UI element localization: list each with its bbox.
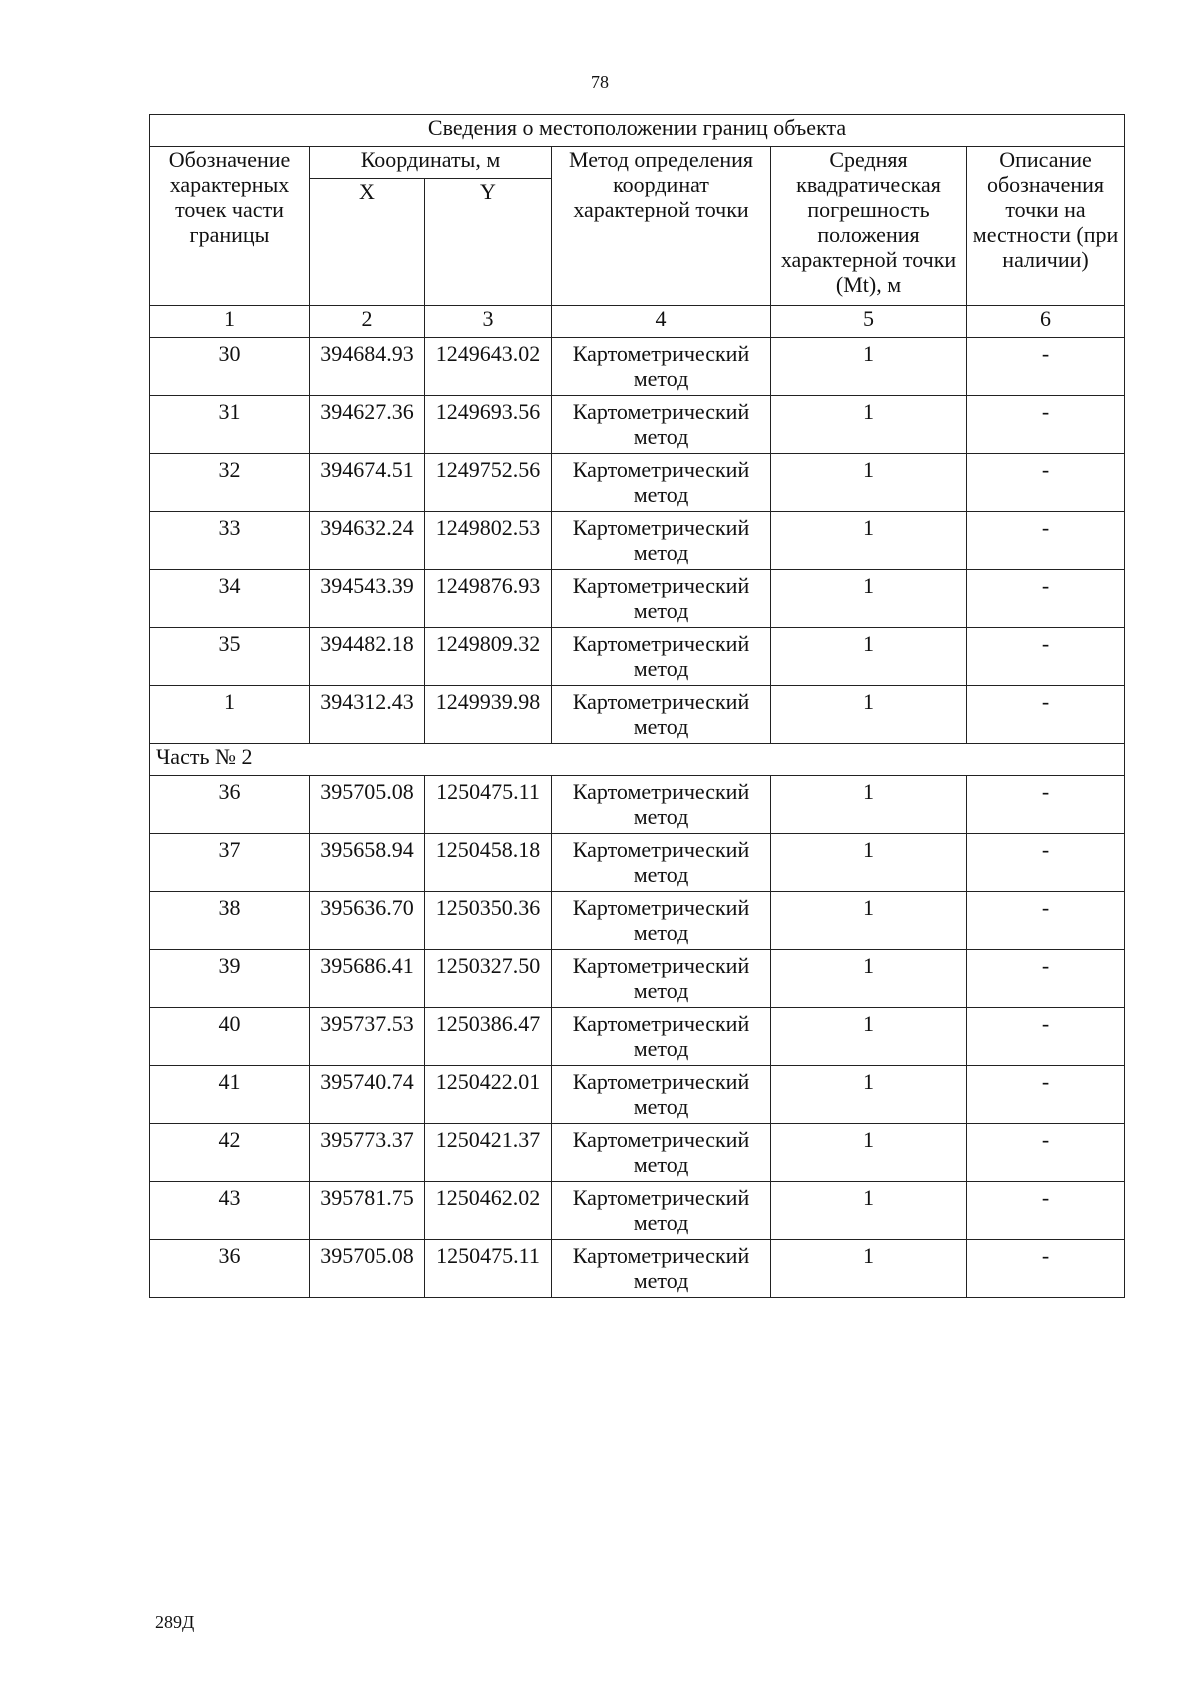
method-cell: Картометрический метод bbox=[552, 628, 771, 686]
error-cell: 1 bbox=[771, 892, 967, 950]
table-row bbox=[150, 686, 1125, 744]
y-cell: 1250386.47 bbox=[425, 1008, 552, 1066]
table-row bbox=[150, 1124, 1125, 1182]
x-cell: 394312.43 bbox=[310, 686, 425, 744]
table-row bbox=[150, 1182, 1125, 1240]
table-title: Сведения о местоположении границ объекта bbox=[150, 115, 1125, 147]
x-cell: 394684.93 bbox=[310, 338, 425, 396]
part-heading: Часть № 2 bbox=[150, 744, 1125, 776]
point-cell: 31 bbox=[150, 396, 310, 454]
method-cell: Картометрический метод bbox=[552, 776, 771, 834]
y-cell: 1249809.32 bbox=[425, 628, 552, 686]
point-cell: 40 bbox=[150, 1008, 310, 1066]
description-cell: - bbox=[967, 1124, 1125, 1182]
y-cell: 1249876.93 bbox=[425, 570, 552, 628]
method-cell: Картометрический метод bbox=[552, 950, 771, 1008]
method-cell: Картометрический метод bbox=[552, 686, 771, 744]
header-error: Средняя квадратическая погрешность положения характерной точки (Mt), м bbox=[771, 147, 967, 306]
point-cell: 39 bbox=[150, 950, 310, 1008]
method-cell: Картометрический метод bbox=[552, 834, 771, 892]
description-cell: - bbox=[967, 512, 1125, 570]
y-cell: 1250421.37 bbox=[425, 1124, 552, 1182]
header-x: X bbox=[310, 179, 425, 306]
header-method: Метод определения координат характерной точки bbox=[552, 147, 771, 306]
table-row bbox=[150, 396, 1125, 454]
y-cell: 1249802.53 bbox=[425, 512, 552, 570]
point-cell: 35 bbox=[150, 628, 310, 686]
x-cell: 395705.08 bbox=[310, 776, 425, 834]
point-cell: 42 bbox=[150, 1124, 310, 1182]
description-cell: - bbox=[967, 1008, 1125, 1066]
x-cell: 395636.70 bbox=[310, 892, 425, 950]
column-number: 5 bbox=[771, 306, 967, 338]
y-cell: 1250350.36 bbox=[425, 892, 552, 950]
y-cell: 1250462.02 bbox=[425, 1182, 552, 1240]
table-row bbox=[150, 338, 1125, 396]
method-cell: Картометрический метод bbox=[552, 1008, 771, 1066]
description-cell: - bbox=[967, 338, 1125, 396]
table-row bbox=[150, 834, 1125, 892]
error-cell: 1 bbox=[771, 834, 967, 892]
table-row bbox=[150, 892, 1125, 950]
y-cell: 1249752.56 bbox=[425, 454, 552, 512]
error-cell: 1 bbox=[771, 338, 967, 396]
footer-code: 289Д bbox=[155, 1612, 195, 1632]
error-cell: 1 bbox=[771, 686, 967, 744]
error-cell: 1 bbox=[771, 512, 967, 570]
error-cell: 1 bbox=[771, 396, 967, 454]
y-cell: 1249693.56 bbox=[425, 396, 552, 454]
x-cell: 395686.41 bbox=[310, 950, 425, 1008]
error-cell: 1 bbox=[771, 454, 967, 512]
point-cell: 30 bbox=[150, 338, 310, 396]
y-cell: 1249939.98 bbox=[425, 686, 552, 744]
x-cell: 395737.53 bbox=[310, 1008, 425, 1066]
point-cell: 38 bbox=[150, 892, 310, 950]
x-cell: 394482.18 bbox=[310, 628, 425, 686]
table-row bbox=[150, 776, 1125, 834]
method-cell: Картометрический метод bbox=[552, 1182, 771, 1240]
error-cell: 1 bbox=[771, 570, 967, 628]
table-row bbox=[150, 512, 1125, 570]
x-cell: 395705.08 bbox=[310, 1240, 425, 1298]
x-cell: 395658.94 bbox=[310, 834, 425, 892]
description-cell: - bbox=[967, 776, 1125, 834]
method-cell: Картометрический метод bbox=[552, 892, 771, 950]
table-row bbox=[150, 454, 1125, 512]
column-number: 1 bbox=[150, 306, 310, 338]
part-heading-row bbox=[150, 744, 1125, 776]
description-cell: - bbox=[967, 1182, 1125, 1240]
point-cell: 41 bbox=[150, 1066, 310, 1124]
description-cell: - bbox=[967, 454, 1125, 512]
x-cell: 394543.39 bbox=[310, 570, 425, 628]
error-cell: 1 bbox=[771, 1066, 967, 1124]
header-coords: Координаты, м bbox=[310, 147, 552, 179]
table-row bbox=[150, 570, 1125, 628]
y-cell: 1249643.02 bbox=[425, 338, 552, 396]
table-row bbox=[150, 1240, 1125, 1298]
point-cell: 34 bbox=[150, 570, 310, 628]
x-cell: 395740.74 bbox=[310, 1066, 425, 1124]
point-cell: 36 bbox=[150, 776, 310, 834]
header-row bbox=[150, 147, 1125, 179]
header-y: Y bbox=[425, 179, 552, 306]
x-cell: 395773.37 bbox=[310, 1124, 425, 1182]
x-cell: 394632.24 bbox=[310, 512, 425, 570]
method-cell: Картометрический метод bbox=[552, 1240, 771, 1298]
method-cell: Картометрический метод bbox=[552, 1066, 771, 1124]
column-number: 4 bbox=[552, 306, 771, 338]
table-row bbox=[150, 950, 1125, 1008]
table-row bbox=[150, 1066, 1125, 1124]
description-cell: - bbox=[967, 570, 1125, 628]
column-number-row bbox=[150, 306, 1125, 338]
method-cell: Картометрический метод bbox=[552, 396, 771, 454]
y-cell: 1250327.50 bbox=[425, 950, 552, 1008]
description-cell: - bbox=[967, 892, 1125, 950]
point-cell: 43 bbox=[150, 1182, 310, 1240]
x-cell: 394627.36 bbox=[310, 396, 425, 454]
method-cell: Картометрический метод bbox=[552, 338, 771, 396]
description-cell: - bbox=[967, 950, 1125, 1008]
x-cell: 395781.75 bbox=[310, 1182, 425, 1240]
description-cell: - bbox=[967, 686, 1125, 744]
column-number: 6 bbox=[967, 306, 1125, 338]
method-cell: Картометрический метод bbox=[552, 454, 771, 512]
error-cell: 1 bbox=[771, 776, 967, 834]
header-point: Обозначение характерных точек части границы bbox=[150, 147, 310, 306]
error-cell: 1 bbox=[771, 628, 967, 686]
x-cell: 394674.51 bbox=[310, 454, 425, 512]
point-cell: 1 bbox=[150, 686, 310, 744]
table-row bbox=[150, 1008, 1125, 1066]
page-number: 78 bbox=[591, 72, 609, 92]
description-cell: - bbox=[967, 396, 1125, 454]
column-number: 2 bbox=[310, 306, 425, 338]
method-cell: Картометрический метод bbox=[552, 512, 771, 570]
point-cell: 32 bbox=[150, 454, 310, 512]
point-cell: 33 bbox=[150, 512, 310, 570]
description-cell: - bbox=[967, 1240, 1125, 1298]
method-cell: Картометрический метод bbox=[552, 1124, 771, 1182]
error-cell: 1 bbox=[771, 950, 967, 1008]
description-cell: - bbox=[967, 834, 1125, 892]
column-number: 3 bbox=[425, 306, 552, 338]
boundary-table bbox=[149, 114, 1125, 1298]
table-row bbox=[150, 628, 1125, 686]
y-cell: 1250422.01 bbox=[425, 1066, 552, 1124]
table-title-row bbox=[150, 115, 1125, 147]
method-cell: Картометрический метод bbox=[552, 570, 771, 628]
description-cell: - bbox=[967, 1066, 1125, 1124]
error-cell: 1 bbox=[771, 1182, 967, 1240]
error-cell: 1 bbox=[771, 1124, 967, 1182]
point-cell: 36 bbox=[150, 1240, 310, 1298]
point-cell: 37 bbox=[150, 834, 310, 892]
error-cell: 1 bbox=[771, 1240, 967, 1298]
error-cell: 1 bbox=[771, 1008, 967, 1066]
header-description: Описание обозначения точки на местности (при наличии) bbox=[967, 147, 1125, 306]
description-cell: - bbox=[967, 628, 1125, 686]
y-cell: 1250475.11 bbox=[425, 776, 552, 834]
y-cell: 1250458.18 bbox=[425, 834, 552, 892]
y-cell: 1250475.11 bbox=[425, 1240, 552, 1298]
